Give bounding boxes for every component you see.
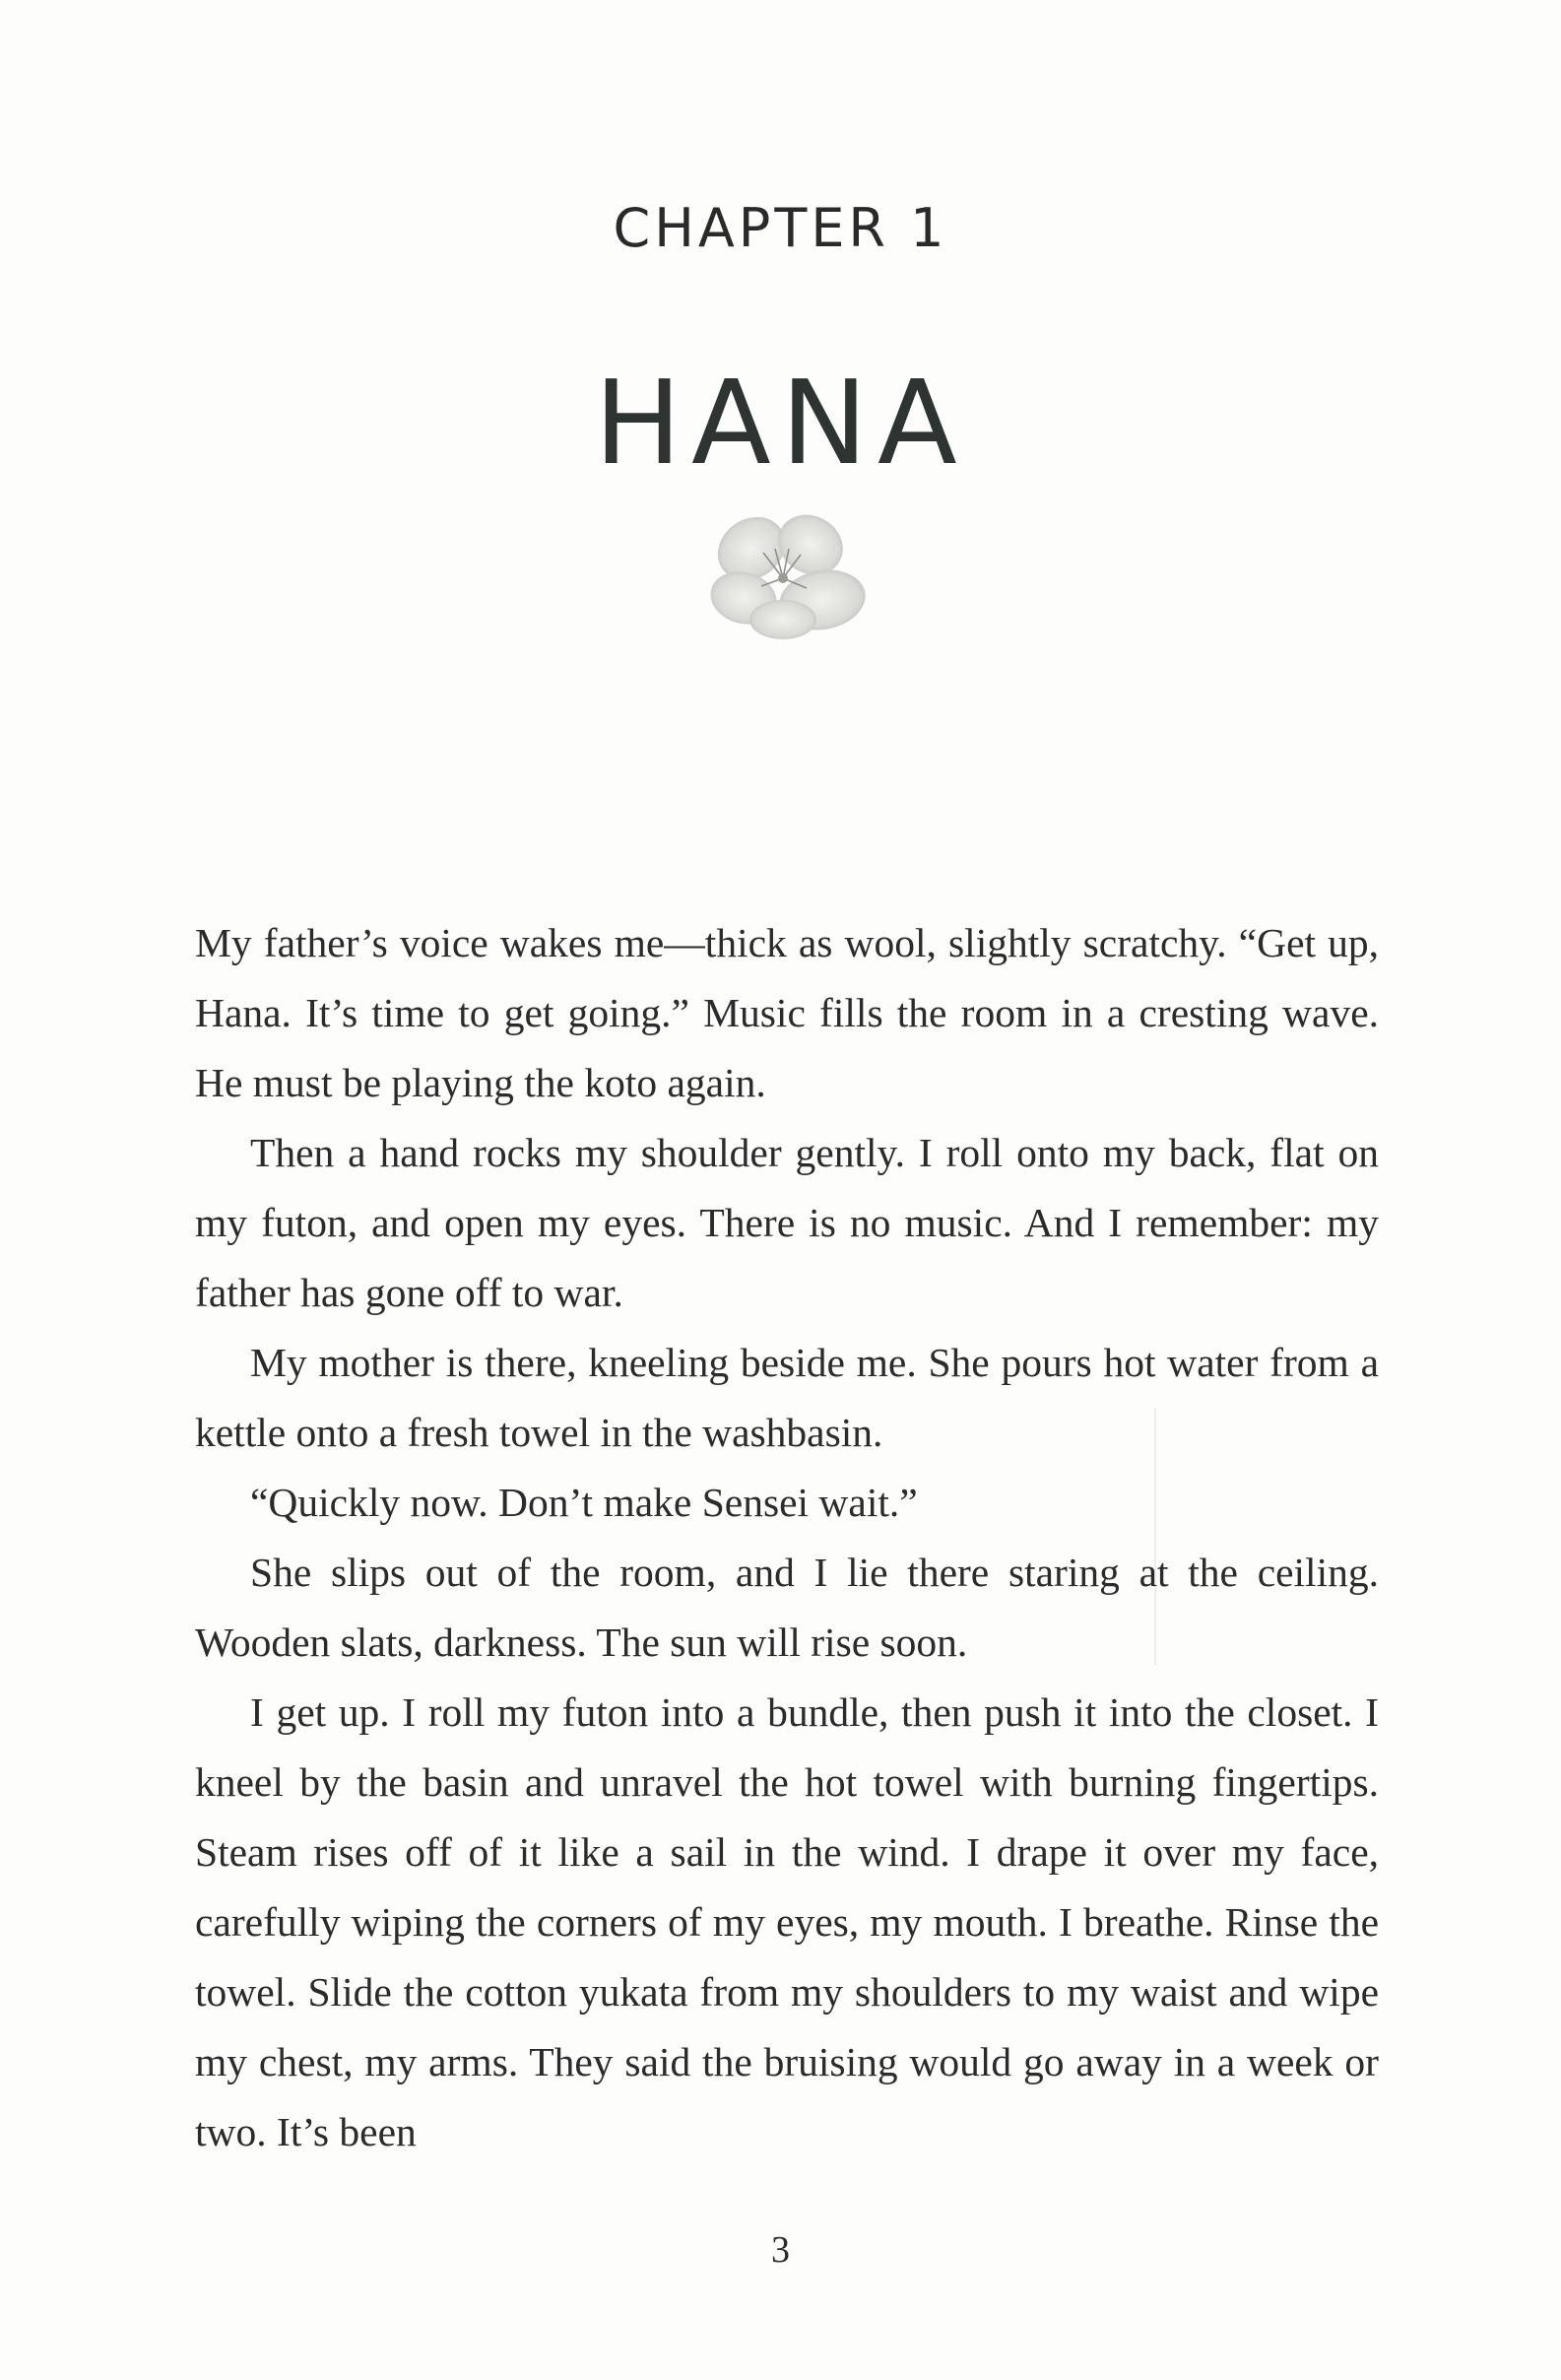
paragraph: “Quickly now. Don’t make Sensei wait.” <box>250 1480 918 1525</box>
paragraph: My mother is there, kneeling beside me. She pours hot water from a kettle onto a fresh towel in the washbasin. <box>195 1340 1379 1455</box>
paragraph: Then a hand rocks my shoulder gently. I roll onto my back, flat on my futon, and open my eyes. There is no music. And I remember: my father has gone off to war. <box>195 1130 1379 1315</box>
paragraph: She slips out of the room, and I lie there staring at the ceiling. Wooden slats, darkness. The sun will rise soon. <box>195 1550 1379 1665</box>
flower-blossom-icon <box>689 497 877 655</box>
page-number: 3 <box>771 2229 790 2271</box>
chapter-body-text <box>195 908 1379 2167</box>
scan-artifact-line <box>1154 1409 1156 1665</box>
paragraph: I get up. I roll my futon into a bundle, then push it into the closet. I kneel by the basin and unravel the hot towel with burning fingertips. Steam rises off of it like a sail in the wind. I drape it over my face, carefully wiping the corners of my eyes, my mouth. I breathe. Rinse the towel. Slide the cotton yukata from my shoulders to my waist and wipe my chest, my arms. They said the bruising would go away in a week or two. It’s been <box>195 1689 1379 2154</box>
chapter-title: HANA <box>594 355 967 491</box>
chapter-label: CHAPTER 1 <box>613 197 948 259</box>
paragraph: My father’s voice wakes me—thick as wool, slightly scratchy. “Get up, Hana. It’s time to get going.” Music fills the room in a cresting wave. He must be playing the koto again. <box>195 920 1379 1105</box>
